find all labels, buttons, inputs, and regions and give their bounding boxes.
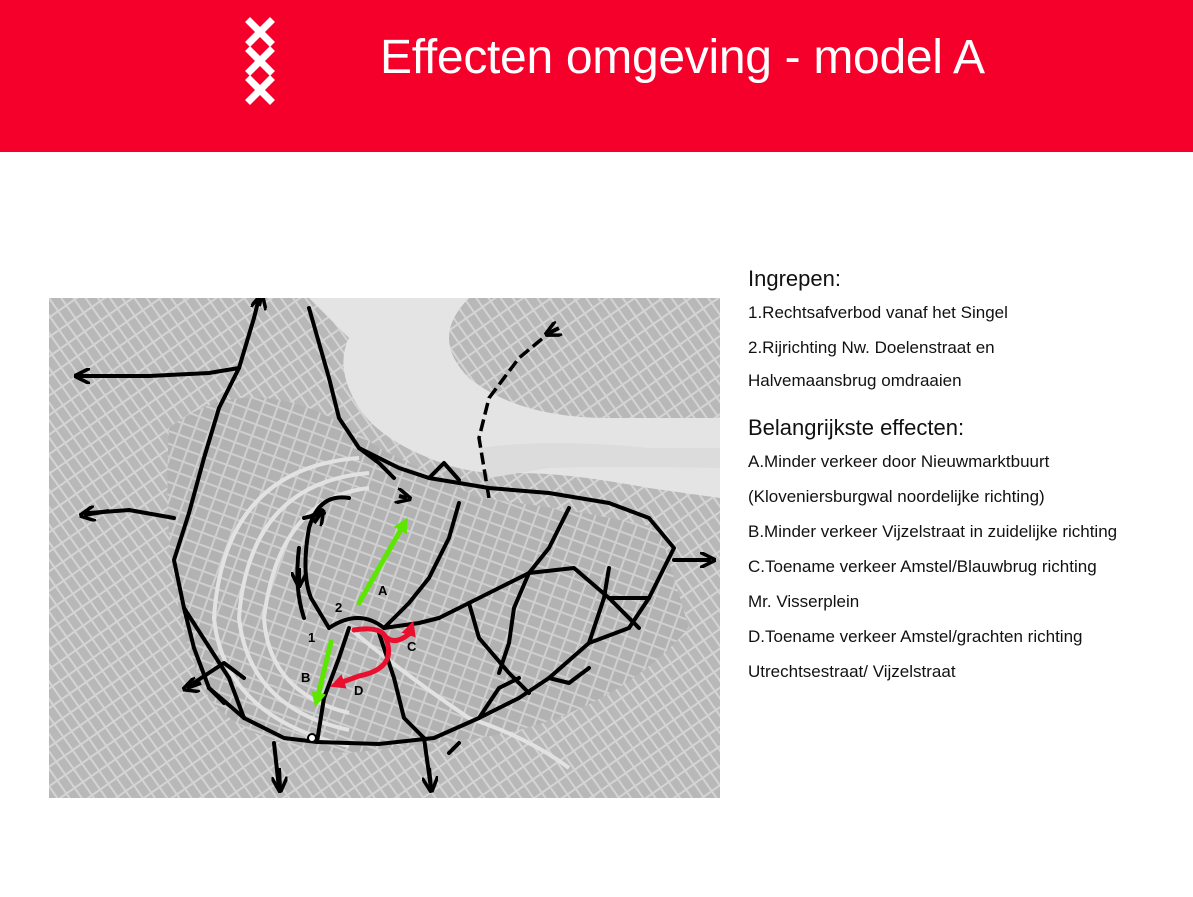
page-header [0,0,1193,152]
list-item: Mr. Visserplein [748,592,860,611]
ingrepen-heading: Ingrepen: [748,266,841,291]
label-2: 2 [335,600,343,615]
list-item: B.Minder verkeer Vijzelstraat in zuidelijke richting [748,522,1118,541]
effecten-heading: Belangrijkste effecten: [748,415,965,440]
list-item: Halvemaansbrug omdraaien [748,371,962,390]
junction-marker [308,734,316,742]
list-item: 2.Rijrichting Nw. Doelenstraat en [748,338,995,357]
label-a: A [378,583,388,598]
text-panel [748,266,1193,690]
amsterdam-three-crosses-icon [238,10,282,110]
label-b: B [301,670,311,685]
list-item: C.Toename verkeer Amstel/Blauwbrug richting [748,557,1097,576]
effecten-list [748,445,1193,688]
ingrepen-list [748,296,1193,397]
label-c: C [407,639,417,654]
page-title: Effecten omgeving - model A [380,31,985,84]
list-item: A.Minder verkeer door Nieuwmarktbuurt [748,452,1050,471]
list-item: 1.Rechtsafverbod vanaf het Singel [748,303,1008,322]
list-item: Utrechtsestraat/ Vijzelstraat [748,662,956,681]
label-1: 1 [308,630,316,645]
label-d: D [354,683,364,698]
amsterdam-traffic-map [49,298,720,798]
list-item: D.Toename verkeer Amstel/grachten richting [748,627,1083,646]
list-item: (Kloveniersburgwal noordelijke richting) [748,487,1045,506]
